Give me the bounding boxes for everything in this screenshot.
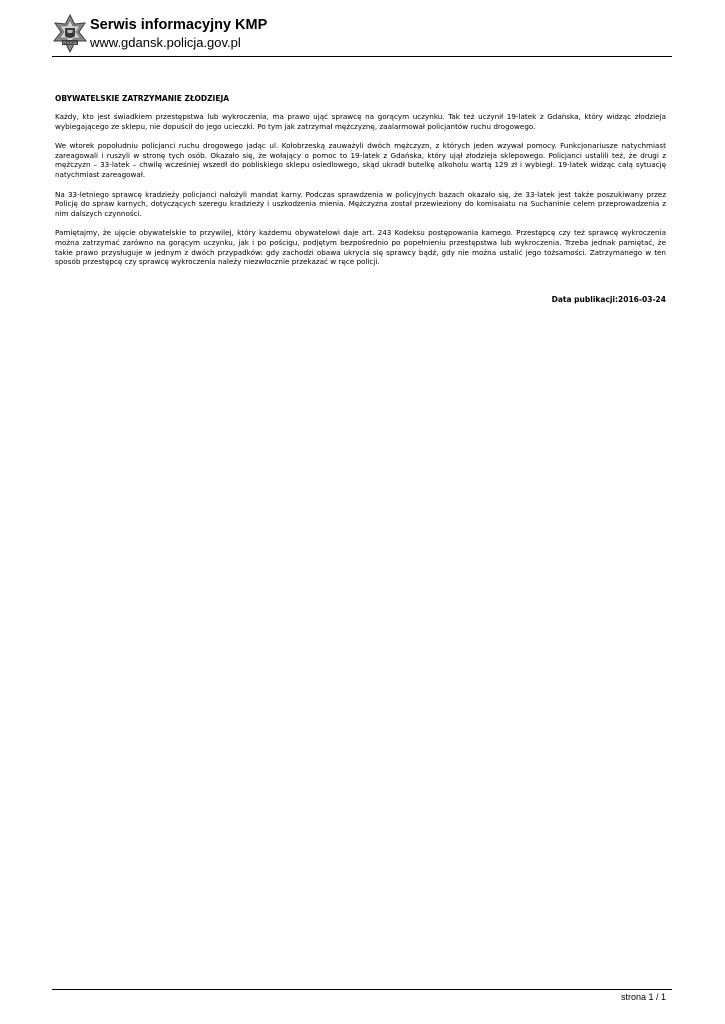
logo-label: POLICJA xyxy=(62,41,78,45)
article-title: OBYWATELSKIE ZATRZYMANIE ZŁODZIEJA xyxy=(55,94,230,103)
police-star-badge-icon xyxy=(52,14,88,54)
article-paragraph: We wtorek popołudniu policjanci ruchu drogowego jadąc ul. Kołobrzeską zauważyli dwóch mężczyzn, z których jeden wzywał pomocy. Funkcjonariusze natychmiast zareagowali i ruszyli w stronę tych osób. Okazało się, że wołający o pomoc to 19-latek z Gdańska, który ujął złodzieja sklepowego. Policjanci ustalili też, że drugi z mężczyzn – 33-latek – chwilę wcześniej wszedł do pobliskiego sklepu osiedlowego, skąd ukradł butelkę alkoholu wartą 129 zł i wybiegł. 19-latek widząc całą sytuację natychmiast zareagował. xyxy=(55,141,666,179)
page-header xyxy=(52,14,672,58)
footer-divider xyxy=(52,989,672,990)
header-divider xyxy=(52,56,672,57)
article xyxy=(55,94,666,277)
site-title: Serwis informacyjny KMP xyxy=(90,17,268,33)
article-paragraph: Pamiętajmy, że ujęcie obywatelskie to przywilej, który każdemu obywatelowi daje art. 243 Kodeksu postępowania karnego. Przestępcę czy też sprawcę wykroczenia można zatrzymać zarówno na gorącym uczynku, jak i po pościgu, podjętym bezpośrednio po popełnieniu przestępstwa lub wykroczenia. Trzeba jednak pamiętać, że takie prawo przysługuje w jednym z dwóch przypadków: gdy zachodzi obawa ukrycia się sprawcy bądź, gdy nie można ustalić jego tożsamości. Zatrzymanego w ten sposób przestępcę czy sprawcę wykroczenia należy niezwłocznie przekazać w ręce policji. xyxy=(55,228,666,267)
site-url: www.gdansk.policja.gov.pl xyxy=(90,35,241,50)
article-paragraph: Każdy, kto jest świadkiem przestępstwa lub wykroczenia, ma prawo ująć sprawcę na gorącym uczynku. Tak też uczynił 19-latek z Gdańska, który widząc złodzieja wybiegającego ze sklepu, nie dopuścił do jego ucieczki. Po tym jak zatrzymał mężczyznę, zaalarmował policjantów ruchu drogowego. xyxy=(55,112,666,131)
page-number: strona 1 / 1 xyxy=(620,992,666,1002)
article-paragraph: Na 33-letniego sprawcę kradzieży policjanci nałożyli mandat karny. Podczas sprawdzenia w policyjnych bazach okazało się, że 33-latek jest także poszukiwany przez Policję do spraw karnych, dotyczących szeregu kradzieży i uszkodzenia mienia. Mężczyzna został przewieziony do komisaiatu na Suchaninie celem przeprowadzenia z nim dalszych czynności. xyxy=(55,189,666,218)
publication-date: Data publikacji:2016-03-24 xyxy=(551,295,666,304)
